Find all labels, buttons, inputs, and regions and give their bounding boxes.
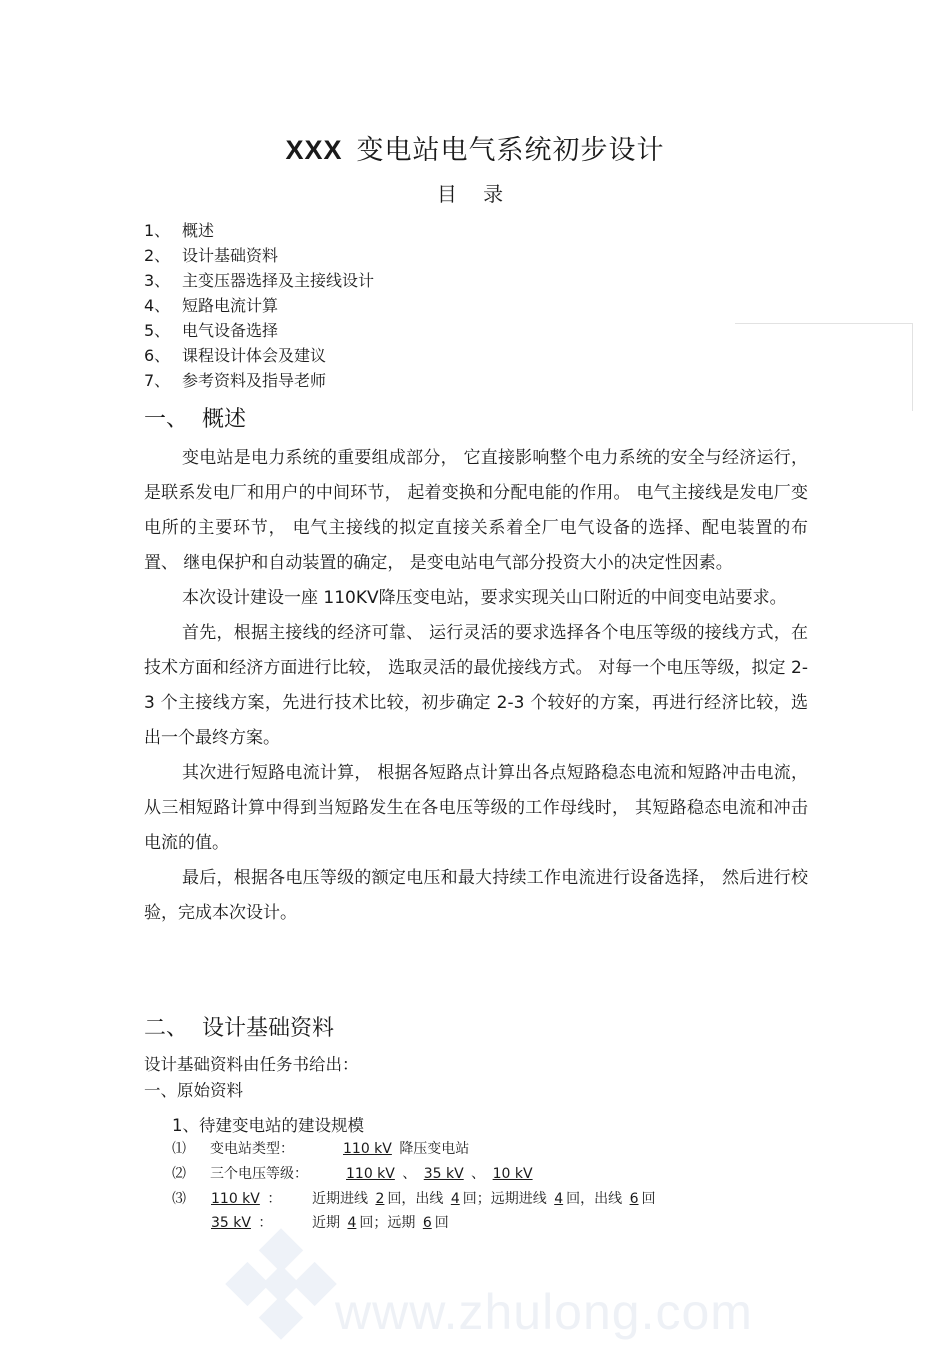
station-type: 降压变电站 — [399, 1141, 470, 1157]
toc-item-label: 短路电流计算 — [182, 296, 279, 315]
toc-item-number: 5、 — [144, 321, 171, 340]
toc-item — [144, 343, 374, 368]
count-value: 4 — [347, 1215, 357, 1231]
section-heading — [144, 402, 246, 433]
count-text: 回；远期进线 — [462, 1191, 547, 1207]
subsection-heading: 一、原始资料 — [144, 1081, 243, 1100]
toc-item-number: 2、 — [144, 246, 171, 265]
paragraph: 最后，根据各电压等级的额定电压和最大持续工作电流进行设备选择， 然后进行校验，完成本次设计。 — [144, 868, 808, 923]
section-body — [144, 441, 808, 931]
count-value: 6 — [629, 1191, 639, 1207]
frame-line — [735, 323, 913, 324]
voltage-value: 110 kV — [346, 1166, 395, 1182]
toc-item-label: 电气设备选择 — [182, 321, 279, 340]
voltage-value: 35 kV — [211, 1215, 251, 1231]
toc-item-number: 1、 — [144, 221, 171, 240]
count-text: 近期 — [312, 1215, 340, 1231]
voltage-value: 110 kV — [211, 1191, 260, 1207]
document-title — [0, 128, 950, 167]
count-text: 回，出线 — [387, 1191, 444, 1207]
paragraph: 变电站是电力系统的重要组成部分， 它直接影响整个电力系统的安全与经济运行，是联系发电厂和用户的中间环节， 起着变换和分配电能的作用。 电气主接线是发电厂变电所的主要环节， 电气主接线的拟定直接关系着全厂电气设备的选择、配电装置的布置、 继电保护和自动装置的确定， 是变电站电气部分投资大小的决定性因素。 — [144, 448, 808, 573]
line-counts — [312, 1188, 656, 1208]
frame-line — [912, 323, 913, 411]
section-number: 一、 — [144, 407, 189, 432]
toc-item-number: 3、 — [144, 271, 171, 290]
toc-item-label: 主变压器选择及主接线设计 — [182, 271, 375, 290]
voltage-value: 110 kV — [343, 1141, 392, 1157]
section-heading — [144, 1011, 334, 1042]
toc-item — [144, 368, 374, 393]
toc-item — [144, 293, 374, 318]
count-value: 4 — [554, 1191, 564, 1207]
colon: ： — [258, 1215, 273, 1231]
toc-item-label: 课程设计体会及建议 — [182, 346, 327, 365]
section-intro: 设计基础资料由任务书给出： — [144, 1055, 359, 1074]
count-text: 回 — [641, 1191, 656, 1207]
count-text: 近期进线 — [312, 1191, 368, 1207]
spec-row — [172, 1138, 186, 1158]
paragraph: 首先，根据主接线的经济可靠、 运行灵活的要求选择各个电压等级的接线方式，在技术方面和经济方面进行比较， 选取灵活的最优接线方式。 对每一个电压等级，拟定 2-3 个主接线方案，先进行技术比较，初步确定 2-3 个较好的方案，再进行经济比较，选出一个最终方案。 — [144, 623, 808, 748]
watermark-logo-icon — [225, 1228, 337, 1340]
row-index: ⑴ — [172, 1141, 186, 1157]
toc-item-number: 4、 — [144, 296, 171, 315]
row-index: ⑶ — [172, 1191, 186, 1207]
toc-item — [144, 218, 374, 243]
spec-value — [343, 1163, 536, 1183]
spec-voltage — [208, 1188, 281, 1208]
spec-value — [340, 1138, 469, 1158]
toc-heading: 目 录 — [436, 182, 514, 206]
item-heading: 1、待建变电站的建设规模 — [172, 1116, 364, 1135]
toc-item — [144, 318, 374, 343]
count-text: 回；远期 — [359, 1215, 416, 1231]
count-value: 4 — [450, 1191, 460, 1207]
colon: ： — [267, 1191, 282, 1207]
count-value: 2 — [375, 1191, 385, 1207]
row-index: ⑵ — [172, 1166, 186, 1182]
paragraph: 本次设计建设一座 110KV降压变电站，要求实现关山口附近的中间变电站要求。 — [182, 588, 787, 608]
separator: 、 — [402, 1166, 417, 1182]
toc-item-number: 7、 — [144, 371, 171, 390]
spec-label: 三个电压等级： — [210, 1166, 308, 1182]
title-prefix: XXX — [285, 135, 343, 165]
voltage-value: 10 kV — [492, 1166, 533, 1182]
spec-label: 变电站类型： — [210, 1141, 294, 1157]
count-value: 6 — [422, 1215, 432, 1231]
section-number: 二、 — [144, 1016, 189, 1041]
toc-item — [144, 243, 374, 268]
table-of-contents — [144, 218, 374, 393]
toc-item-label: 参考资料及指导老师 — [182, 371, 327, 390]
toc-item-label: 概述 — [182, 221, 215, 240]
section-title: 设计基础资料 — [202, 1016, 335, 1041]
title-text: 变电站电气系统初步设计 — [356, 135, 665, 166]
voltage-value: 35 kV — [423, 1166, 464, 1182]
toc-item — [144, 268, 374, 293]
toc-item-number: 6、 — [144, 346, 171, 365]
watermark-text: www.zhulong.com — [335, 1284, 753, 1340]
paragraph: 其次进行短路电流计算， 根据各短路点计算出各点短路稳态电流和短路冲击电流，从三相短路计算中得到当短路发生在各电压等级的工作母线时， 其短路稳态电流和冲击电流的值。 — [144, 763, 808, 853]
section-title: 概述 — [202, 407, 247, 432]
toc-item-label: 设计基础资料 — [182, 246, 279, 265]
count-text: 回，出线 — [566, 1191, 623, 1207]
count-text: 回 — [434, 1215, 449, 1231]
separator: 、 — [471, 1166, 486, 1182]
